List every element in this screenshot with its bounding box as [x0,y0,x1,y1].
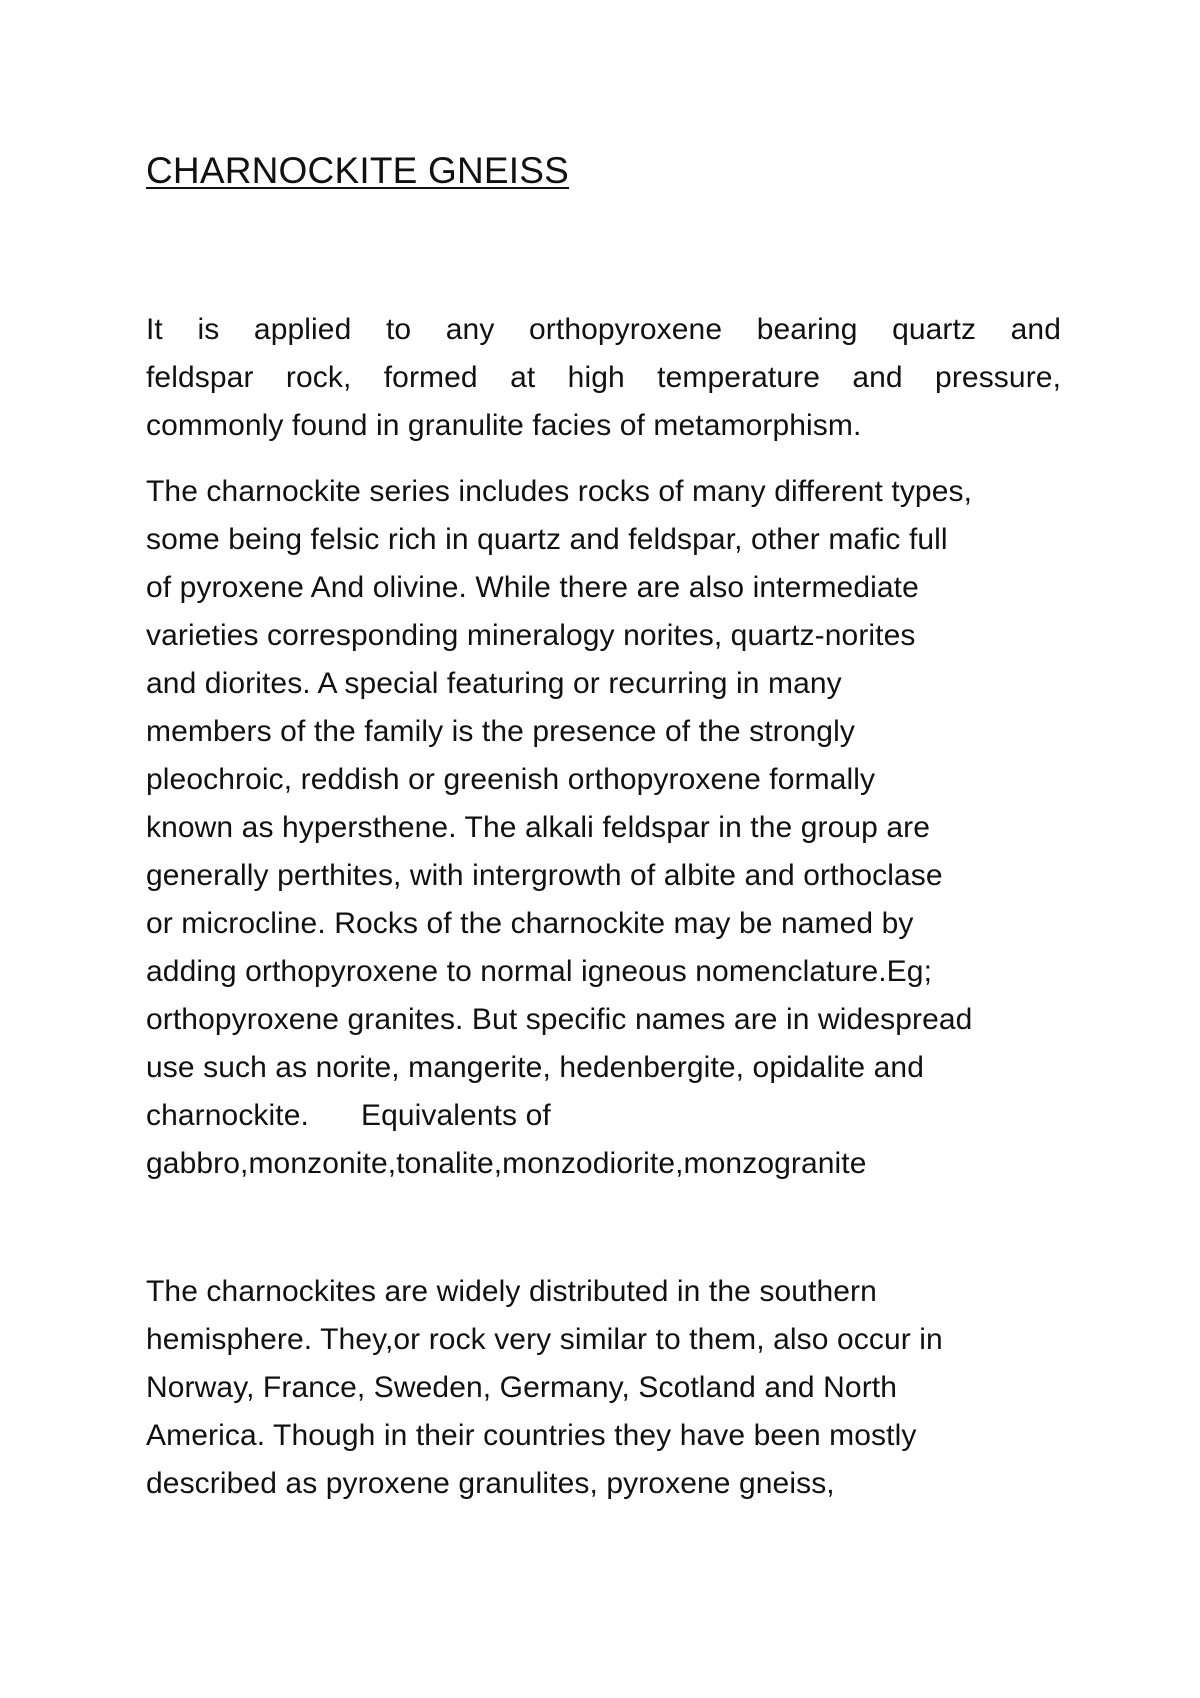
text-fragment: Equivalents of [360,1099,551,1132]
text-line: described as pyroxene granulites, pyroxene gneiss, [146,1467,835,1500]
text-line: or microcline. Rocks of the charnockite may be named by [146,907,914,940]
text-line: Norway, France, Sweden, Germany, Scotland and North [146,1371,897,1404]
text-line: feldspar rock, formed at high temperature and pressure, [146,361,1061,394]
text-line: generally perthites, with intergrowth of albite and orthoclase [146,859,943,892]
paragraph-distribution [146,1268,1061,1508]
text-line: commonly found in granulite facies of metamorphism. [146,409,862,442]
text-line: varieties corresponding mineralogy norites, quartz-norites [146,619,916,652]
text-line: of pyroxene And olivine. While there are also intermediate [146,571,919,604]
text-line: It is applied to any orthopyroxene bearing quartz and [146,313,1061,346]
text-line: America. Though in their countries they have been mostly [146,1419,917,1452]
text-line: members of the family is the presence of the strongly [146,715,855,748]
text-line: known as hypersthene. The alkali feldspar in the group are [146,811,931,844]
text-fragment: charnockite. [146,1099,309,1132]
text-line: adding orthopyroxene to normal igneous nomenclature.Eg; [146,955,932,988]
text-line: orthopyroxene granites. But specific names are in widespread [146,1003,973,1036]
text-line: pleochroic, reddish or greenish orthopyroxene formally [146,763,876,796]
text-line: and diorites. A special featuring or recurring in many [146,667,842,700]
text-line: The charnockite series includes rocks of many different types, [146,475,973,508]
paragraph-definition [146,306,1061,450]
text-line: use such as norite, mangerite, hedenbergite, opidalite and [146,1051,924,1084]
text-line: hemisphere. They,or rock very similar to them, also occur in [146,1323,943,1356]
text-line: The charnockites are widely distributed in the southern [146,1275,877,1308]
text-line: gabbro,monzonite,tonalite,monzodiorite,monzogranite [146,1147,867,1180]
text-line [146,1092,1061,1140]
document-title: CHARNOCKITE GNEISS [146,150,569,191]
paragraph-series [146,468,1061,1188]
text-line: some being felsic rich in quartz and feldspar, other mafic full [146,523,948,556]
